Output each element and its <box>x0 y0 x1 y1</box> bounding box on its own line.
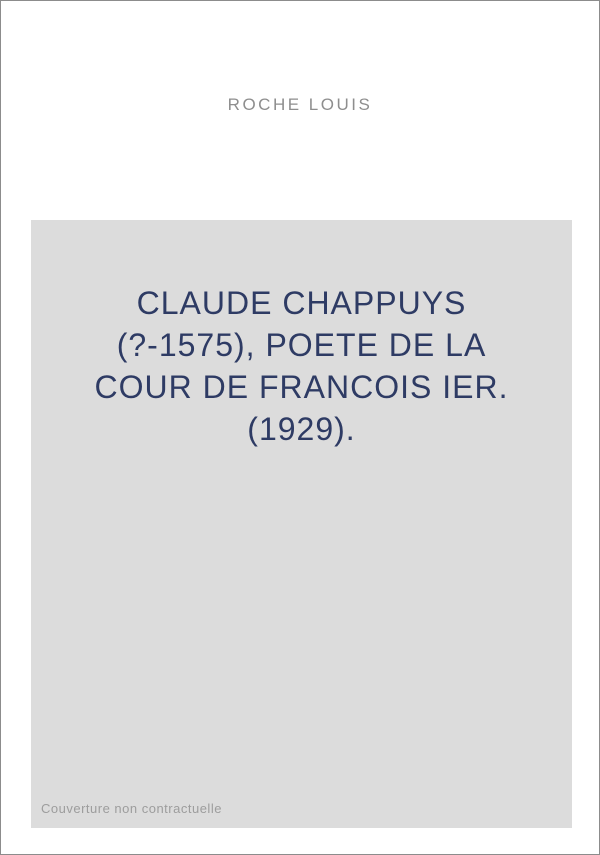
book-title-line: (?-1575), POETE DE LA <box>116 327 487 363</box>
book-title-line: CLAUDE CHAPPUYS <box>136 285 467 321</box>
title-plate <box>31 220 572 828</box>
book-title-line: COUR DE FRANCOIS IER. <box>94 369 509 405</box>
book-title <box>31 220 572 450</box>
cover-disclaimer: Couverture non contractuelle <box>41 801 222 816</box>
book-title-line: (1929). <box>247 411 356 447</box>
author-name: ROCHE LOUIS <box>227 95 373 114</box>
